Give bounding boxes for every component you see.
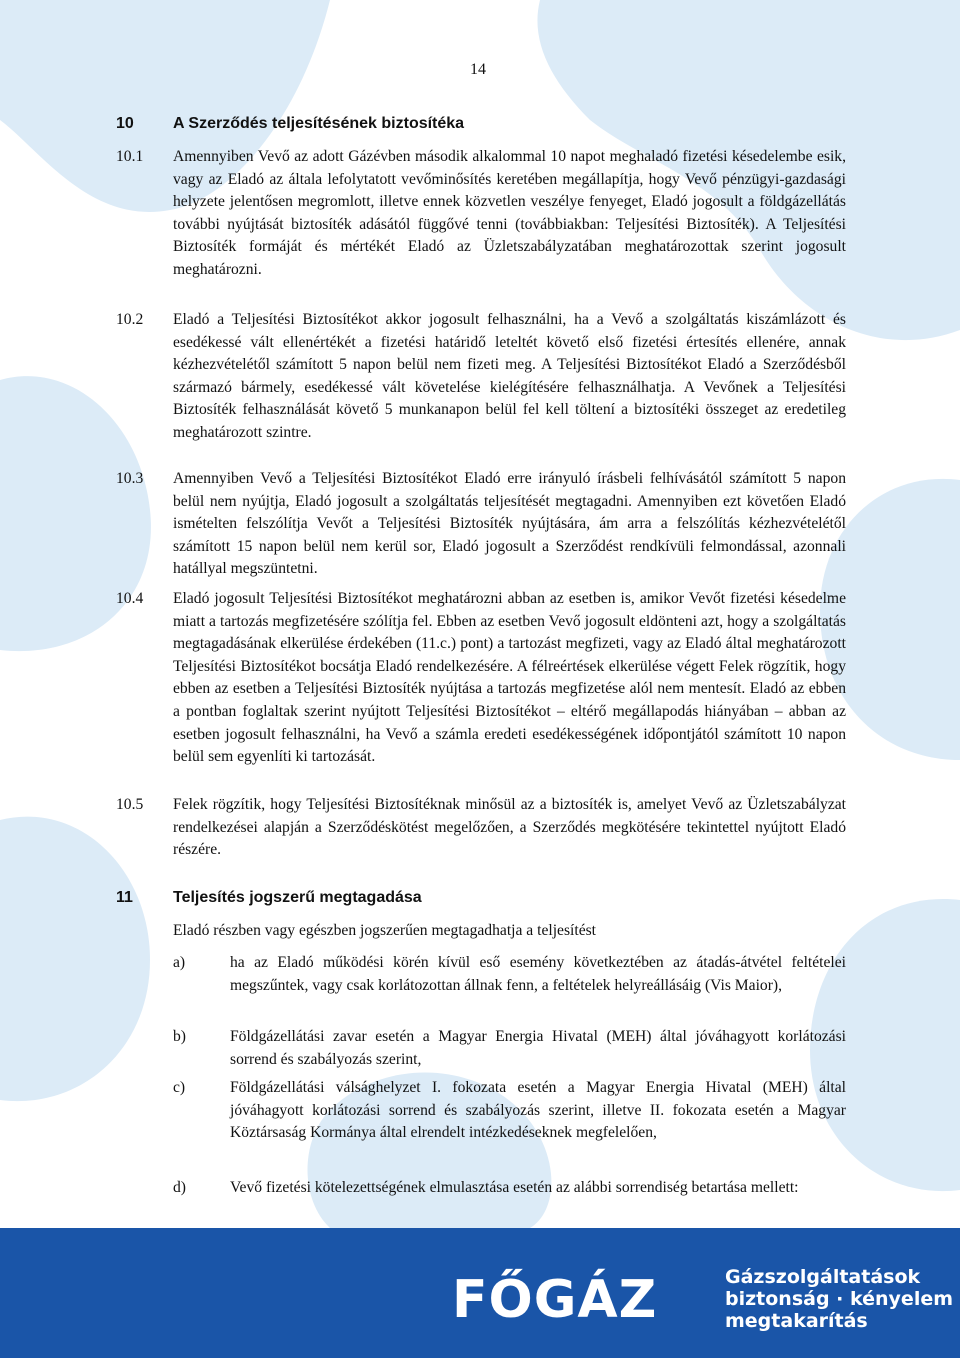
paragraph-number: 10.5 xyxy=(116,796,144,813)
paragraph-text: Eladó a Teljesítési Biztosítékot akkor jogosult felhasználni, ha a Vevő a szolgáltatás kiszámlázott és esedékessé vált ellenértékét a fizetési határidő leteltét követő első fizetési értesítés ellenére, annak kézhezvételétől számított 5 napon belül nem fizeti meg. A Teljesítési Biztosítékot Eladó a Szerződésből származó bármely, esedékessé vált követelése kielégítésére felhasználhatja. A Vevőnek a Teljesítési Biztosíték felhasználását követő 5 munkanapon belül fel kell töltení a biztosítéki összeget az eredetileg meghatározott szintre. xyxy=(173,311,846,441)
paragraph-text: Eladó jogosult Teljesítési Biztosítékot meghatározni abban az esetben is, amikor Vevőt fizetési késedelme miatt a tartozás megfizetésére szólítja fel. Ebben az esetben Vevő jogosult eldönteni azt, hogy a szolgáltatás megtagadásának elkerülése érdekében (11.c.) pont) a tartozást megfizeti, vagy az Eladó által meghatározott Teljesítési Biztosítékot bocsátja Eladó rendelkezésére. A félreértések elkerülése végett Felek rögzítik, hogy ebben az esetben a Teljesítési Biztosíték nyújtása a tartozás megfizetése alól nem mentesít. Eladó az ebben a pontban foglaltak szerint nyújtott Teljesítési Biztosítékot – eltérő megállapodás hiányában – abban az esetben jogosult felhasználni, ha Vevő a számla eredeti esedékességének időpontjától számított 10 napon belül sem egyenlíti ki tartozását. xyxy=(173,590,846,766)
section-number: 10 xyxy=(116,115,134,132)
paragraph-text: Amennyiben Vevő a Teljesítési Biztosítékot Eladó erre irányuló írásbeli felhívásától számított 5 napon belül nem nyújtja, Eladó jogosult a szolgáltatás teljesítését megtagadni. Amennyiben ezt követően Eladó ismételten felszólítja Vevőt a Teljesítési Biztosíték nyújtására, ám arra a felszólítás kézhezvételétől számított 15 napon belül nem kerül sor, Eladó jogosult a Szerződést rendkívüli felmondással, azonnali hatállyal megszüntetni. xyxy=(173,470,846,578)
footer-tagline xyxy=(725,1266,953,1332)
paragraph-10-2 xyxy=(116,309,846,445)
section-title: Teljesítés jogszerű megtagadása xyxy=(173,889,422,906)
section-title: A Szerződés teljesítésének biztosítéka xyxy=(173,115,465,132)
list-item-text: Vevő fizetési kötelezettségének elmulasztása esetén az alábbi sorrendiség betartása mellett: xyxy=(230,1179,799,1196)
list-item-marker: b) xyxy=(173,1028,186,1045)
list-item-text: Földgázellátási zavar esetén a Magyar Energia Hivatal (MEH) által jóváhagyott korlátozási sorrend és szabályozás szerint, xyxy=(230,1028,846,1068)
paragraph-number: 10.1 xyxy=(116,148,144,165)
section-intro: Eladó részben vagy egészben jogszerűen megtagadhatja a teljesítést xyxy=(173,922,597,939)
list-item-text: ha az Eladó működési körén kívül eső esemény következtében az átadás-átvétel feltételei megszűntek, vagy csak korlátozottan állnak fenn, a feltételek helyreállásáig (Vis Maior), xyxy=(230,954,846,994)
paragraph-number: 10.3 xyxy=(116,470,144,487)
list-item-d xyxy=(173,1177,846,1200)
section-number: 11 xyxy=(116,889,133,906)
list-item-text: Földgázellátási válsághelyzet I. fokozata esetén a Magyar Energia Hivatal (MEH) által jóváhagyott korlátozási sorrend és szabályozás szerint, illetve II. fokozata esetén a Magyar Köztársaság Kormánya által elrendelt intézkedéseknek megfelelően, xyxy=(230,1079,846,1142)
paragraph-10-4 xyxy=(116,588,846,769)
paragraph-10-1 xyxy=(116,146,846,282)
paragraph-text: Felek rögzítik, hogy Teljesítési Biztosítéknak minősül az a biztosíték is, amelyet Vevő az Üzletszabályzat rendelkezései alapján a Szerződéskötést megelőzően, a Szerződés megkötésére tekintettel nyújtott Eladó részére. xyxy=(173,796,846,859)
list-item-b xyxy=(173,1026,846,1071)
list-item-c xyxy=(173,1077,846,1145)
paragraph-text: Amennyiben Vevő az adott Gázévben második alkalommal 10 napot meghaladó fizetési késedelembe esik, vagy az Eladó az általa lefolytatott vevőminősítés keretében megállapítja, hogy Vevő pénzügyi-gazdasági helyzete jelentősen megromlott, illetve ennek közvetlen veszélye fenyeget, Eladó jogosult a földgázellátás további nyújtását biztosíték adásától függővé tenni (továbbiakban: Teljesítési Biztosíték). A Teljesítési Biztosíték formáját és mértékét Eladó az Üzletszabályzatában meghatározottak szerint jogosult meghatározni. xyxy=(173,148,846,278)
tagline-line-1: Gázszolgáltatások xyxy=(725,1266,921,1288)
paragraph-number: 10.2 xyxy=(116,311,144,328)
list-item-marker: a) xyxy=(173,954,186,971)
page-number: 14 xyxy=(470,61,486,78)
paragraph-10-5 xyxy=(116,794,846,862)
fogaz-logo: FŐGÁZ xyxy=(452,1270,658,1330)
paragraph-number: 10.4 xyxy=(116,590,144,607)
list-item-marker: c) xyxy=(173,1079,186,1096)
tagline-line-2: biztonság · kényelem xyxy=(725,1288,954,1310)
paragraph-10-3 xyxy=(116,468,846,581)
tagline-line-3: megtakarítás xyxy=(725,1310,868,1332)
list-item-marker: d) xyxy=(173,1179,186,1196)
list-item-a xyxy=(173,952,846,997)
